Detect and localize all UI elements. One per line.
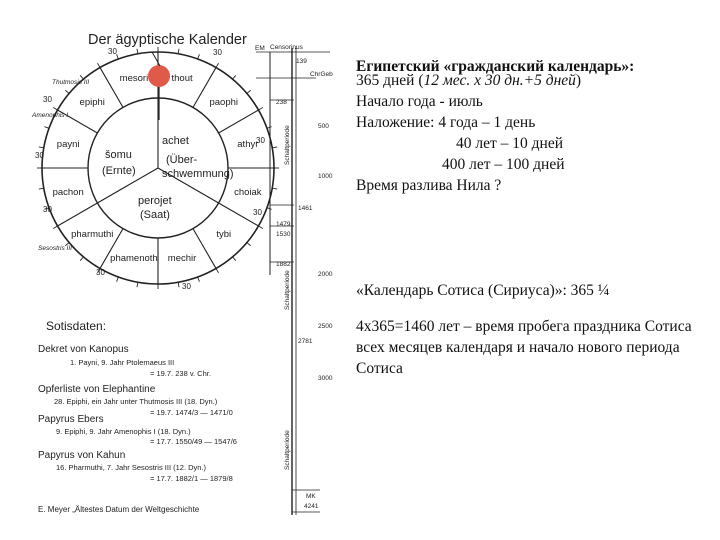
season-somu-note: (Ernte) xyxy=(102,165,136,177)
figure-title: Der ägyptische Kalender xyxy=(88,32,247,48)
sotis-date: = 17.7. 1882/1 — 1879/8 xyxy=(150,474,233,483)
season-achet-note-1: (Über- xyxy=(166,154,198,166)
month-label-choiak: choiak xyxy=(234,187,262,199)
month-label-payni: payni xyxy=(56,138,80,150)
month-label-phamenoth: phamenoth xyxy=(110,252,158,264)
num-139: 139 xyxy=(296,58,307,65)
num-30: 30 xyxy=(35,151,44,160)
season-perojet-note: (Saat) xyxy=(140,209,170,221)
num-2000: 2000 xyxy=(318,271,333,278)
rim-tick xyxy=(267,208,272,210)
text-days-c: ) xyxy=(575,72,582,89)
month-label-pachon: pachon xyxy=(52,187,84,199)
num-238: 238 xyxy=(276,99,287,106)
sotis-date: = 19.7. 1474/3 — 1471/0 xyxy=(150,408,233,417)
season-labels xyxy=(102,135,234,221)
time-scale xyxy=(256,48,330,515)
rim-tick xyxy=(258,108,262,111)
season-perojet: perojet xyxy=(138,195,172,207)
rim-tick xyxy=(65,90,69,93)
num-2500: 2500 xyxy=(318,323,333,330)
rim-tick xyxy=(272,188,277,189)
num-1882: 1882 xyxy=(276,261,291,268)
rim-tick xyxy=(216,268,219,272)
sotis-data xyxy=(38,319,237,514)
text-nile-flood: Время разлива Нила ? xyxy=(356,177,502,194)
num-4241: 4241 xyxy=(304,503,319,510)
num-1000: 1000 xyxy=(318,173,333,180)
rim-tick xyxy=(80,257,83,261)
season-somu: šomu xyxy=(105,149,132,161)
rim-tick xyxy=(233,75,236,79)
rim-tick xyxy=(258,226,262,229)
month-label-thout: thout xyxy=(171,73,193,85)
month-label-epiphi: epiphi xyxy=(79,97,105,109)
sotis-title: Papyrus von Kahun xyxy=(38,450,126,461)
sotis-detail: 9. Epiphi, 9. Jahr Amenophis I (18. Dyn.) xyxy=(56,427,191,436)
rim-tick xyxy=(198,54,200,59)
label-schaltperiode-3: Schaltperiode xyxy=(284,430,291,470)
sotis-date: = 19.7. 238 v. Chr. xyxy=(150,369,211,378)
label-schaltperiode-1: Schaltperiode xyxy=(284,125,291,165)
label-censorinus: Censorinus xyxy=(270,44,303,51)
rim-tick xyxy=(216,63,219,67)
month-label-tybi: tybi xyxy=(216,228,232,240)
text-sothis-calendar: «Календарь Сотиса (Сириуса)»: 365 ¼ xyxy=(356,282,610,299)
num-30: 30 xyxy=(253,208,262,217)
text-civil-calendar: Египетский «гражданский календарь»: xyxy=(356,58,635,75)
sotis-detail: 16. Pharmuthi, 7. Jahr Sesostris III (12. Dyn.) xyxy=(56,463,207,472)
scale-labels xyxy=(255,44,333,510)
label-chrgeb: ChrGeb xyxy=(310,71,333,78)
rim-tick xyxy=(137,282,138,287)
label-sesostris: Sesostris III xyxy=(38,245,72,252)
text-40-years: 40 лет – 10 дней xyxy=(456,135,563,152)
month-label-mechir: mechir xyxy=(167,252,197,264)
text-days-a: 365 дней ( xyxy=(356,72,424,89)
month-label-athyr: athyr xyxy=(237,138,259,150)
text-days-b: 12 мес. х 30 дн.+5 дней xyxy=(423,72,576,89)
month-label-mesori: mesori xyxy=(119,73,149,85)
num-30: 30 xyxy=(182,282,191,291)
rim-tick xyxy=(137,49,138,54)
text-year-start: Начало года - июль xyxy=(356,93,483,110)
rim-tick xyxy=(178,282,179,287)
num-30: 30 xyxy=(213,48,222,57)
num-2781: 2781 xyxy=(298,338,313,345)
num-3000: 3000 xyxy=(318,375,333,382)
rim-tick xyxy=(198,277,200,282)
sothis-marker xyxy=(148,65,170,87)
sotis-title: Opferliste von Elephantine xyxy=(38,384,156,395)
rim-tick xyxy=(44,127,49,129)
season-achet-note-2: schwemmung) xyxy=(162,168,234,180)
num-1479: 1479 xyxy=(276,221,291,228)
month-divider xyxy=(193,229,216,269)
num-500: 500 xyxy=(318,123,329,130)
rim-tick xyxy=(247,243,251,246)
rim-tick xyxy=(267,127,272,129)
label-schaltperiode-2: Schaltperiode xyxy=(284,270,291,310)
sotis-title: Papyrus Ebers xyxy=(38,414,104,425)
month-divider xyxy=(219,110,259,133)
rim-tick xyxy=(39,147,44,148)
num-30: 30 xyxy=(43,95,52,104)
rim-tick xyxy=(233,257,236,261)
month-label-paophi: paophi xyxy=(209,97,239,109)
sotis-detail: 28. Epiphi, ein Jahr unter Thutmosis III (18. Dyn.) xyxy=(54,397,218,406)
label-em: EM xyxy=(255,45,265,52)
rim-tick xyxy=(272,147,277,148)
num-1530: 1530 xyxy=(276,231,291,238)
num-1461: 1461 xyxy=(298,205,313,212)
rim-tick xyxy=(178,49,179,54)
label-thutmosis: Thutmosis III xyxy=(52,79,90,86)
lecture-text xyxy=(346,36,718,536)
figure-footer: E. Meyer „Ältestes Datum der Weltgeschichte xyxy=(38,505,200,514)
month-label-pharmuthi: pharmuthi xyxy=(71,228,114,240)
rim-tick xyxy=(39,188,44,189)
rim-tick xyxy=(98,63,101,67)
num-30: 30 xyxy=(43,205,52,214)
rim-tick xyxy=(53,108,57,111)
month-divider xyxy=(58,203,98,226)
label-mk: MK xyxy=(306,493,316,500)
sotis-detail: 1. Payni, 9. Jahr Ptolemaeus III xyxy=(70,358,175,367)
sotis-title: Dekret von Kanopus xyxy=(38,344,129,355)
rim-tick xyxy=(247,90,251,93)
num-30: 30 xyxy=(256,136,265,145)
sotis-date: = 17.7. 1550/49 — 1547/6 xyxy=(150,437,237,446)
label-amenophis: Amenophis I xyxy=(32,112,69,119)
text-sothic-period: 4х365=1460 лет – время пробега праздника Сотиса всех месяцев календаря и начало нового периода Сотиса xyxy=(356,318,692,377)
text-overlap: Наложение: 4 года – 1 день xyxy=(356,114,536,131)
season-achet: achet xyxy=(162,135,189,147)
sotis-header: Sotisdaten: xyxy=(46,319,107,333)
rim-tick xyxy=(53,226,57,229)
text-400-years: 400 лет – 100 дней xyxy=(442,156,565,173)
rim-tick xyxy=(117,277,119,282)
text-days xyxy=(356,70,581,91)
num-30: 30 xyxy=(96,268,105,277)
num-30: 30 xyxy=(108,47,117,56)
